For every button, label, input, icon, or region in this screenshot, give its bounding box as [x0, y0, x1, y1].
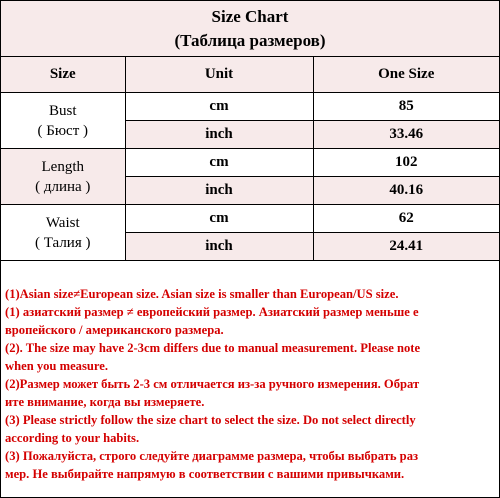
measure-name-ru: ( Талия ) — [35, 234, 91, 251]
size-notes — [1, 282, 499, 497]
note-line: мер. Не выбирайте напрямую в соответствии с вашими привычками. — [5, 467, 405, 481]
measure-name: Waist — [45, 214, 80, 231]
table-header-row — [1, 57, 499, 93]
note-line: when you measure. — [5, 359, 108, 373]
measure-name-ru: ( длина ) — [35, 178, 91, 195]
measure-name-ru: ( Бюст ) — [37, 122, 89, 139]
unit-cell: cm — [125, 205, 313, 233]
column-header-unit: Unit — [125, 57, 313, 93]
value-cell: 102 — [313, 149, 499, 177]
unit-cell: cm — [125, 93, 313, 121]
measure-cell-waist — [1, 205, 125, 261]
value-cell: 24.41 — [313, 233, 499, 261]
note-line: (1)Asian size≠European size. Asian size is smaller than European/US size. — [5, 287, 399, 301]
note-line: (2). The size may have 2-3cm differs due to manual measurement. Please note — [5, 341, 421, 355]
chart-header — [1, 1, 499, 57]
note-line: (3) Пожалуйста, строго следуйте диаграмме размера, чтобы выбрать раз — [5, 449, 419, 463]
table-row-bust-cm — [1, 93, 499, 121]
note-line: (3) Please strictly follow the size chart to select the size. Do not select directly — [5, 413, 416, 427]
value-cell: 62 — [313, 205, 499, 233]
value-cell: 85 — [313, 93, 499, 121]
note-line: (1) азиатский размер ≠ европейский размер. Азиатский размер меньше е — [5, 305, 419, 319]
table-row-length-cm — [1, 149, 499, 177]
chart-subtitle: (Таблица размеров) — [174, 31, 326, 50]
note-line: according to your habits. — [5, 431, 140, 445]
column-header-size: Size — [1, 57, 125, 93]
chart-title: Size Chart — [211, 7, 289, 26]
measure-cell-bust — [1, 93, 125, 149]
size-table — [1, 57, 499, 261]
measure-name: Bust — [48, 102, 77, 119]
value-cell: 40.16 — [313, 177, 499, 205]
note-line: (2)Размер может быть 2-3 см отличается из-за ручного измерения. Обрат — [5, 377, 420, 391]
unit-cell: inch — [125, 121, 313, 149]
value-cell: 33.46 — [313, 121, 499, 149]
measure-cell-length — [1, 149, 125, 205]
table-row-waist-cm — [1, 205, 499, 233]
measure-name: Length — [41, 158, 84, 175]
unit-cell: inch — [125, 177, 313, 205]
note-line: вропейского / американского размера. — [5, 323, 224, 337]
unit-cell: cm — [125, 149, 313, 177]
unit-cell: inch — [125, 233, 313, 261]
note-line: ите внимание, когда вы измеряете. — [5, 395, 205, 409]
column-header-one-size: One Size — [313, 57, 499, 93]
